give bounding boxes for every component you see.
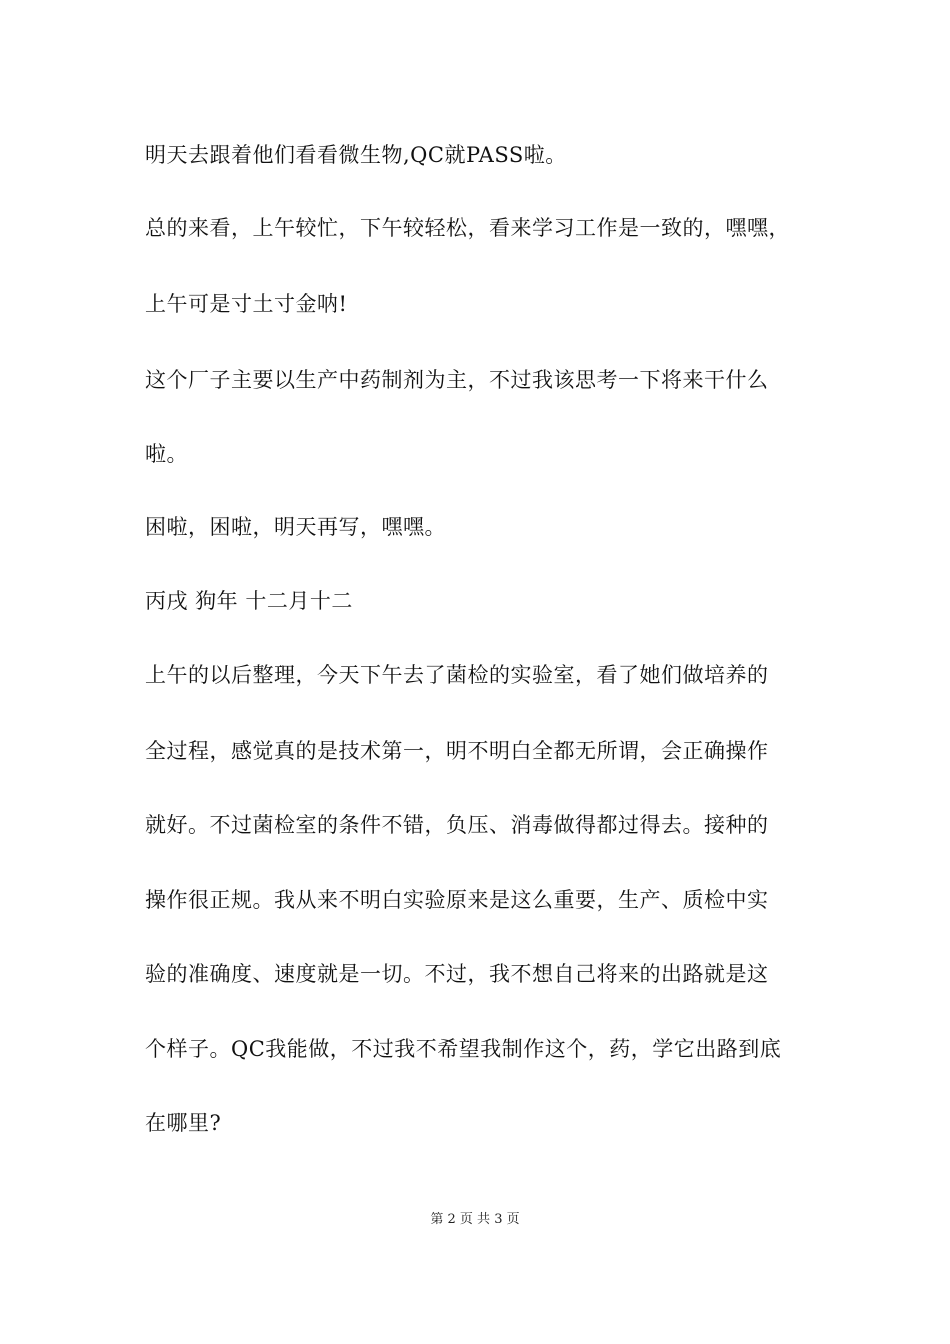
text-line: 困啦，困啦，明天再写，嘿嘿。 [145, 515, 446, 539]
text-line: 在哪里? [145, 1111, 222, 1135]
text-line: 个样子。QC我能做，不过我不希望我制作这个，药，学它出路到底 [145, 1037, 782, 1061]
page-number: 第 2 页 共 3 页 [430, 1212, 520, 1227]
text-line: 明天去跟着他们看看微生物,QC就PASS啦。 [145, 143, 567, 167]
text-line: 啦。 [145, 442, 188, 466]
text-line: 总的来看，上午较忙，下午较轻松，看来学习工作是一致的，嘿嘿， [145, 216, 790, 240]
text-line: 验的准确度、速度就是一切。不过，我不想自己将来的出路就是这 [145, 962, 769, 986]
text-line: 全过程，感觉真的是技术第一，明不明白全都无所谓，会正确操作 [145, 739, 769, 763]
text-line: 上午的以后整理，今天下午去了菌检的实验室，看了她们做培养的 [145, 663, 769, 687]
text-line: 就好。不过菌检室的条件不错，负压、消毒做得都过得去。接种的 [145, 813, 769, 837]
text-line: 上午可是寸土寸金呐! [145, 292, 348, 316]
date-line: 丙戌 狗年 十二月十二 [145, 589, 353, 613]
text-line: 这个厂子主要以生产中药制剂为主，不过我该思考一下将来干什么 [145, 368, 769, 392]
text-line: 操作很正规。我从来不明白实验原来是这么重要，生产、质检中实 [145, 888, 769, 912]
